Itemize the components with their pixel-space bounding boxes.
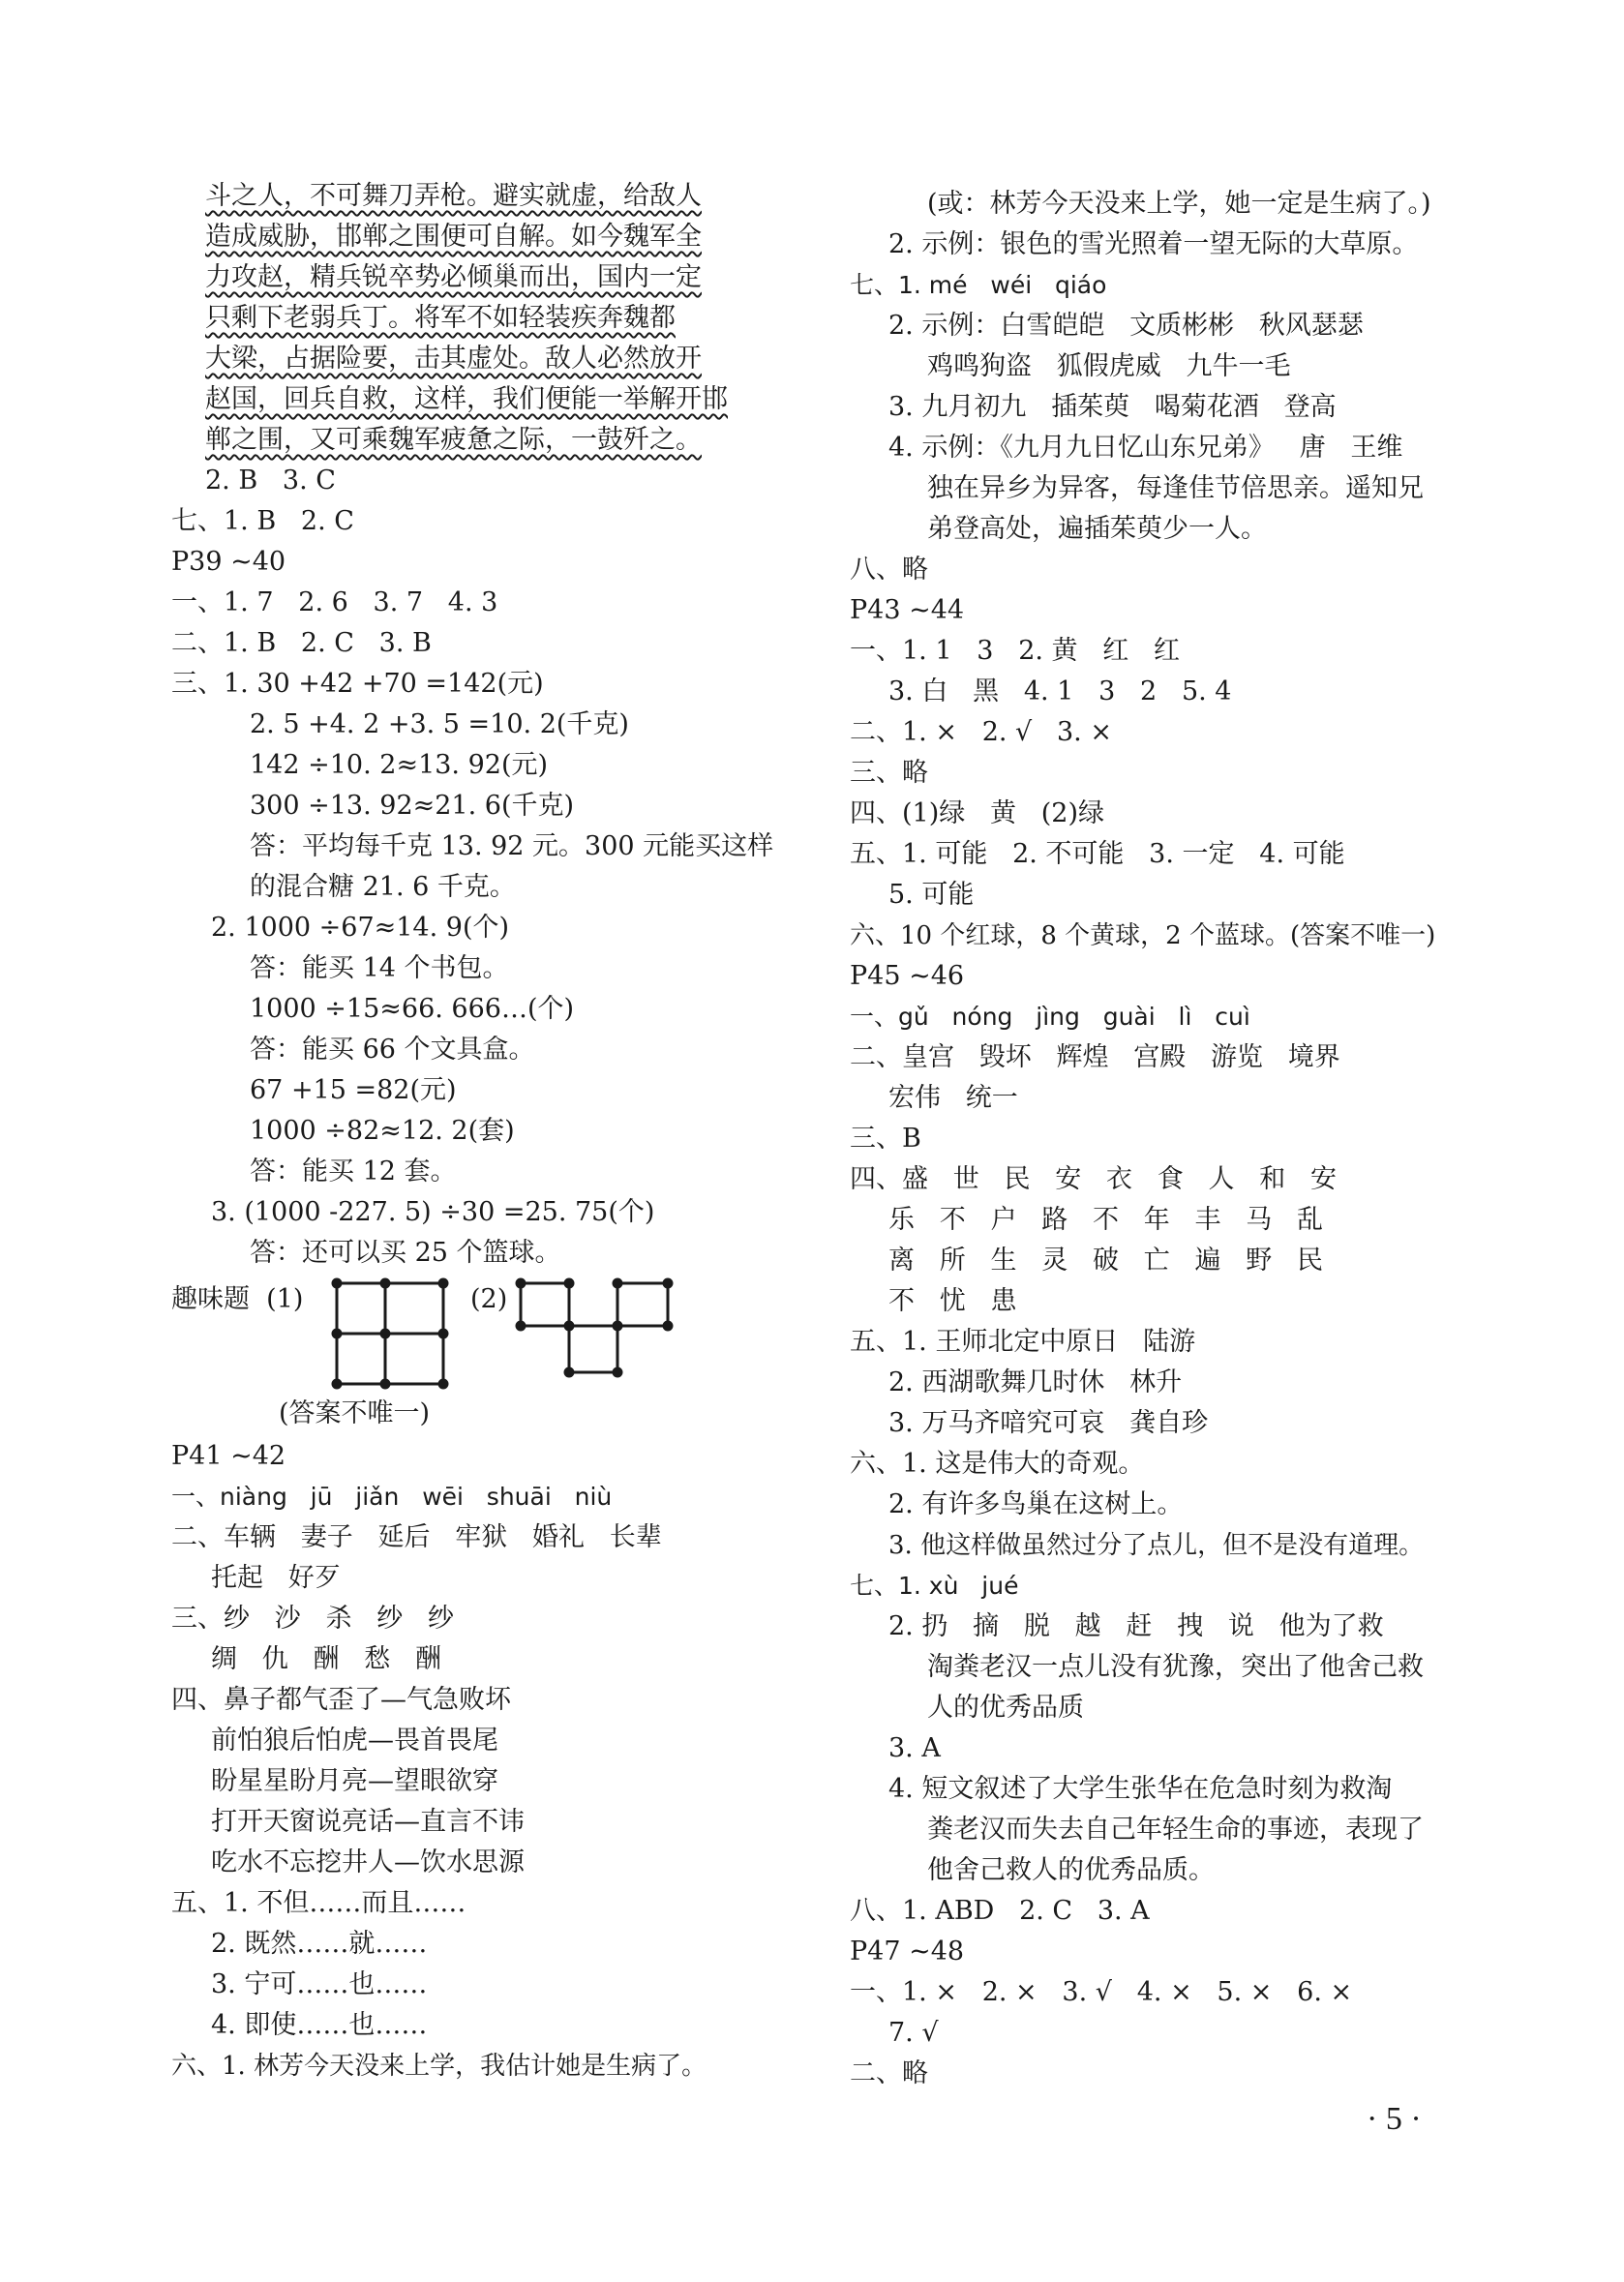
answer-line: 淘粪老汉一点儿没有犹豫，突出了他舍己救	[927, 1652, 1424, 1682]
page-range-heading: P43 ~44	[850, 595, 965, 625]
section-heading: 七、1. mé wéi qiáo	[850, 271, 1107, 299]
section-heading: 一、1. × 2. × 3. √ 4. × 5. × 6. ×	[850, 1977, 1353, 2007]
answer-line: 3. 九月初九 插茱萸 喝菊花酒 登高	[888, 392, 1337, 422]
section-heading: 八、略	[850, 555, 928, 585]
page-range-heading: P47 ~48	[850, 1937, 965, 1967]
answer-line: 赵国，回兵自救，这样，我们便能一举解开邯	[205, 384, 728, 414]
answer-line: 1000 ÷15≈66. 666…(个)	[250, 994, 575, 1024]
section-heading: 七、1. xù jué	[850, 1572, 1019, 1600]
answer-line: 4. 短文叙述了大学生张华在危急时刻为救淘	[888, 1774, 1393, 1804]
answer-line: 人的优秀品质	[927, 1693, 1084, 1723]
answer-line: 4. 即使……也……	[211, 2010, 428, 2040]
answer-line: 吃水不忘挖井人—饮水思源	[211, 1847, 525, 1877]
section-heading: 一、niàng jū jiǎn wēi shuāi niù	[171, 1483, 613, 1511]
section-heading: 四、盛 世 民 安 衣 食 人 和 安	[850, 1164, 1337, 1194]
answer-line: 答：能买 12 套。	[250, 1156, 457, 1186]
section-heading: 六、1. 这是伟大的奇观。	[850, 1449, 1145, 1479]
answer-line: 只剩下老弱兵丁。将军不如轻装疾奔魏都	[205, 303, 676, 333]
answer-line: 2. 1000 ÷67≈14. 9(个)	[211, 913, 510, 943]
page-range-heading: P39 ~40	[171, 547, 286, 577]
section-heading: 三、略	[850, 758, 928, 788]
answer-line: 乐 不 户 路 不 年 丰 马 乱	[888, 1205, 1323, 1235]
section-heading: 五、1. 王师北定中原日 陆游	[850, 1327, 1196, 1357]
section-heading: 二、略	[850, 2058, 928, 2088]
puzzle-figure-2	[513, 1276, 677, 1382]
answer-line: 2. 5 +4. 2 +3. 5 =10. 2(千克)	[250, 709, 629, 739]
section-heading: 八、1. ABD 2. C 3. A	[850, 1896, 1150, 1926]
page-range-heading: P45 ~46	[850, 961, 965, 991]
answer-line: 3. A	[888, 1733, 941, 1763]
answer-line: 绸 仇 酬 愁 酬	[211, 1644, 441, 1674]
answer-line: 鸡鸣狗盗 狐假虎威 九牛一毛	[927, 351, 1291, 381]
answer-line: 300 ÷13. 92≈21. 6(千克)	[250, 791, 575, 821]
answer-line: 答：还可以买 25 个篮球。	[250, 1238, 561, 1268]
answer-line: 粪老汉而失去自己年轻生命的事迹，表现了	[927, 1815, 1424, 1845]
answer-line: 打开天窗说亮话—直言不讳	[211, 1807, 525, 1837]
answer-line: 3. (1000 -227. 5) ÷30 =25. 75(个)	[211, 1197, 655, 1227]
answer-line: 造成威胁，邯郸之围便可自解。如今魏军全	[205, 222, 702, 252]
answer-line: 郸之围，又可乘魏军疲惫之际，一鼓歼之。	[205, 425, 702, 455]
answer-line: 托起 好歹	[211, 1563, 341, 1593]
answer-line: 2. 扔 摘 脱 越 赶 拽 说 他为了救	[888, 1611, 1384, 1641]
puzzle-label: 趣味题 (1)	[171, 1284, 304, 1314]
section-heading: 二、1. × 2. √ 3. ×	[850, 717, 1112, 747]
section-heading: 四、鼻子都气歪了—气急败坏	[171, 1685, 511, 1715]
answer-line: 弟登高处，遍插茱萸少一人。	[927, 514, 1267, 544]
answer-line: 1000 ÷82≈12. 2(套)	[250, 1116, 515, 1146]
answer-line: 力攻赵，精兵锐卒势必倾巢而出，国内一定	[205, 262, 702, 292]
section-heading: 二、皇宫 毁坏 辉煌 宫殿 游览 境界	[850, 1042, 1340, 1072]
section-heading: 三、1. 30 +42 +70 =142(元)	[171, 669, 544, 699]
section-heading: 二、车辆 妻子 延后 牢狱 婚礼 长辈	[171, 1522, 662, 1552]
answer-line: 前怕狼后怕虎—畏首畏尾	[211, 1726, 498, 1756]
puzzle-label: (2)	[470, 1284, 508, 1314]
answer-line: 142 ÷10. 2≈13. 92(元)	[250, 750, 549, 780]
answer-line: 2. B 3. C	[205, 465, 336, 495]
answer-line: 2. 示例：银色的雪光照着一望无际的大草原。	[888, 229, 1419, 259]
answer-line: 7. √	[888, 2018, 939, 2048]
answer-line: 独在异乡为异客，每逢佳节倍思亲。遥知兄	[927, 473, 1424, 503]
section-heading: 一、1. 7 2. 6 3. 7 4. 3	[171, 587, 498, 617]
answer-line: 3. 他这样做虽然过分了点儿，但不是没有道理。	[888, 1531, 1425, 1560]
answer-line: (或：林芳今天没来上学，她一定是生病了。)	[927, 189, 1431, 219]
answer-line: 他舍己救人的优秀品质。	[927, 1855, 1215, 1885]
puzzle-note: (答案不唯一)	[279, 1398, 431, 1428]
answer-line: 宏伟 统一	[888, 1083, 1018, 1113]
section-heading: 一、gǔ nóng jìng guài lì cuì	[850, 1003, 1250, 1031]
page-range-heading: P41 ~42	[171, 1441, 286, 1471]
answer-line: 大梁，占据险要，击其虚处。敌人必然放开	[205, 344, 702, 374]
answer-line: 盼星星盼月亮—望眼欲穿	[211, 1766, 498, 1796]
answer-line: 的混合糖 21. 6 千克。	[250, 872, 516, 902]
section-heading: 四、(1)绿 黄 (2)绿	[850, 798, 1104, 828]
answer-line: 不 忧 患	[888, 1286, 1017, 1316]
answer-line: 3. 白 黑 4. 1 3 2 5. 4	[888, 676, 1232, 706]
section-heading: 一、1. 1 3 2. 黄 红 红	[850, 636, 1181, 666]
answer-line: 2. 示例：白雪皑皑 文质彬彬 秋风瑟瑟	[888, 311, 1364, 341]
answer-line: 4. 示例：《九月九日忆山东兄弟》 唐 王维	[888, 433, 1403, 463]
section-heading: 三、纱 沙 杀 纱 纱	[171, 1604, 454, 1634]
answer-line: 3. 万马齐喑究可哀 龚自珍	[888, 1408, 1209, 1438]
answer-line: 答：平均每千克 13. 92 元。300 元能买这样	[250, 831, 774, 861]
answer-line: 2. 西湖歌舞几时休 林升	[888, 1367, 1183, 1397]
answer-line: 答：能买 66 个文具盒。	[250, 1035, 535, 1065]
section-heading: 六、10 个红球，8 个黄球，2 个蓝球。(答案不唯一)	[850, 921, 1436, 950]
section-heading: 七、1. B 2. C	[171, 506, 354, 536]
answer-line: 67 +15 =82(元)	[250, 1075, 457, 1105]
page-number: · 5 ·	[1367, 2101, 1422, 2137]
answer-line: 2. 有许多鸟巢在这树上。	[888, 1489, 1184, 1519]
answer-line: 3. 宁可……也……	[211, 1969, 428, 1999]
answer-line: 离 所 生 灵 破 亡 遍 野 民	[888, 1246, 1323, 1276]
answer-line: 2. 既然……就……	[211, 1929, 428, 1959]
answer-line: 答：能买 14 个书包。	[250, 953, 509, 983]
puzzle-figure-1	[329, 1276, 455, 1392]
answer-line: 5. 可能	[888, 880, 975, 910]
section-heading: 五、1. 不但……而且……	[171, 1888, 466, 1918]
answer-line: 斗之人，不可舞刀弄枪。避实就虚，给敌人	[205, 181, 702, 211]
section-heading: 五、1. 可能 2. 不可能 3. 一定 4. 可能	[850, 839, 1345, 869]
section-heading: 六、1. 林芳今天没来上学，我估计她是生病了。	[171, 2052, 707, 2081]
section-heading: 二、1. B 2. C 3. B	[171, 628, 432, 658]
section-heading: 三、B	[850, 1124, 921, 1154]
